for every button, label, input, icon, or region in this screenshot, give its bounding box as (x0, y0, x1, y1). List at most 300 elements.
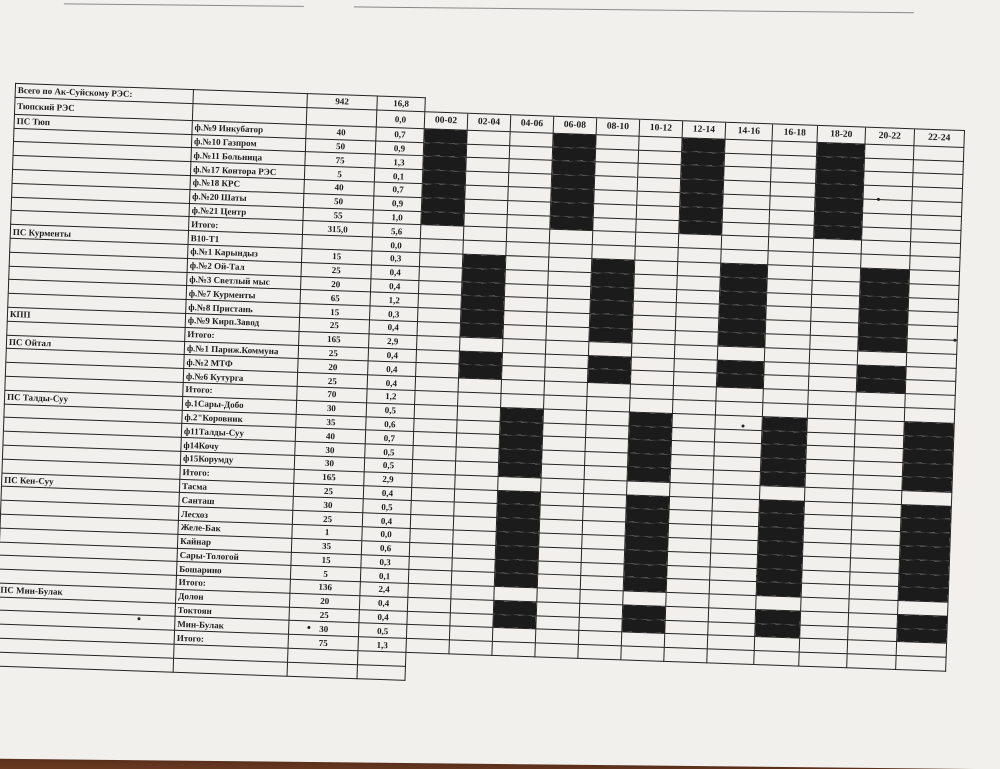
time-slot-header: 22-24 (914, 129, 965, 148)
load-mw: 1,2 (367, 389, 415, 404)
slot-cell (535, 629, 578, 644)
slot-cell (454, 502, 497, 517)
consumer-count: 35 (291, 538, 361, 554)
slot-cell (504, 297, 547, 312)
slot-cell (549, 230, 592, 245)
feeder-name: ф.№21 Центр (189, 203, 303, 221)
res-label: Тюпский РЭС (14, 97, 192, 120)
outage-block (462, 268, 505, 283)
slot-cell (542, 436, 585, 451)
slot-cell (455, 461, 498, 476)
consumer-count: 15 (291, 552, 361, 568)
slot-cell (453, 516, 496, 531)
load-mw: 5,6 (372, 223, 420, 238)
load-mw: 0,6 (361, 540, 409, 555)
slot-cell (453, 530, 496, 545)
outage-block (626, 508, 669, 523)
slot-cell (508, 187, 551, 202)
slot-cell (538, 547, 581, 562)
outage-block (460, 309, 503, 324)
total-label: Всего по Ак-Суйскому РЭС: (15, 83, 193, 103)
outage-block (589, 314, 632, 329)
slot-cell (579, 603, 622, 618)
consumer-count: 40 (295, 428, 365, 444)
load-mw: 0,4 (359, 609, 407, 624)
slot-cell (413, 446, 456, 461)
feeder-name: ф.№17 Контора РЭС (190, 162, 304, 180)
load-mw: 1,2 (370, 292, 418, 307)
time-slot-header: 20-22 (865, 127, 915, 146)
slot-cell (754, 651, 799, 666)
load-mw: 0,1 (374, 168, 422, 183)
slot-cell (463, 227, 506, 242)
feeder-name: Итого: (180, 465, 294, 483)
outage-block (624, 563, 667, 578)
load-mw: 1,3 (375, 154, 423, 169)
time-slot-header: 04-06 (510, 114, 554, 132)
slot-cell (411, 501, 454, 516)
outage-block (422, 170, 465, 185)
ink-speck (877, 198, 880, 201)
slot-cell (634, 274, 677, 289)
slot-cell (594, 190, 637, 205)
outage-block (587, 369, 630, 384)
slot-cell (465, 171, 508, 186)
outage-block (496, 518, 539, 533)
outage-block (629, 412, 672, 427)
slot-cell (637, 191, 680, 206)
outage-block (624, 550, 667, 565)
outage-block (680, 193, 723, 208)
consumer-count: 25 (301, 262, 371, 278)
load-mw: 0,4 (362, 513, 410, 528)
outage-block (499, 449, 542, 464)
consumer-count: 20 (301, 276, 371, 292)
load-mw: 2,9 (364, 472, 412, 487)
slot-cell (504, 283, 547, 298)
feeder-name: ф.№7 Курменты (186, 286, 300, 304)
slot-cell (674, 344, 717, 359)
outage-block (681, 165, 724, 180)
slot-cell (549, 243, 592, 258)
slot-cell (418, 294, 461, 309)
slot-cell (449, 626, 492, 641)
slot-cell (457, 406, 500, 421)
substation-label: КПП (7, 307, 185, 327)
slot-cell (418, 280, 461, 295)
ink-speck (137, 617, 140, 620)
feeder-name: Бошарино (176, 562, 290, 580)
load-mw: 0,5 (363, 499, 411, 514)
slot-cell (584, 479, 627, 494)
load-mw: 0,7 (374, 182, 422, 197)
consumer-count: 25 (292, 510, 362, 526)
slot-cell (664, 634, 707, 649)
slot-cell (595, 148, 638, 163)
slot-cell (665, 606, 708, 621)
slot-cell (450, 613, 493, 628)
load-mw: 0,4 (371, 265, 419, 280)
slot-cell (410, 528, 453, 543)
slot-cell (541, 478, 584, 493)
outage-block (424, 128, 467, 143)
slot-cell (676, 303, 719, 318)
outage-block (494, 573, 537, 588)
outage-block (589, 328, 632, 343)
outage-block (495, 559, 538, 574)
slot-cell (542, 450, 585, 465)
slot-cell (675, 331, 718, 346)
feeder-name: ф.№3 Светлый мыс (187, 272, 301, 290)
slot-cell (412, 473, 455, 488)
slot-cell (454, 488, 497, 503)
slot-cell (420, 225, 463, 240)
consumer-count: 65 (300, 290, 370, 306)
slot-cell (465, 185, 508, 200)
consumer-count: 25 (299, 317, 369, 333)
time-slot-header: 10-12 (639, 119, 683, 137)
consumer-count: 30 (295, 442, 365, 458)
consumer-count: 15 (300, 304, 370, 320)
slot-cell (506, 228, 549, 243)
load-mw: 0,0 (362, 527, 410, 542)
top-rule (64, 3, 304, 7)
load-mw: 2,4 (360, 582, 408, 597)
load-mw: 0,9 (373, 196, 421, 211)
slot-cell (670, 468, 713, 483)
feeder-name: Тасма (179, 479, 293, 497)
slot-cell (419, 266, 462, 281)
outage-block (626, 494, 669, 509)
outage-block (550, 202, 593, 217)
slot-cell (407, 611, 450, 626)
slot-cell (543, 423, 586, 438)
slot-cell (509, 159, 552, 174)
outage-block (591, 259, 634, 274)
outage-block (498, 462, 541, 477)
slot-cell (547, 285, 590, 300)
slot-cell (896, 656, 946, 672)
substation-label: ПС Талды-Суу (4, 390, 182, 410)
outage-block (628, 453, 671, 468)
consumer-count: 1 (292, 524, 362, 540)
outage-block (459, 364, 502, 379)
load-mw: 0,5 (358, 623, 406, 638)
slot-cell (621, 646, 664, 661)
slot-cell (586, 424, 629, 439)
outage-block (461, 295, 504, 310)
slot-cell (666, 579, 709, 594)
outage-block (500, 421, 543, 436)
outage-block (627, 467, 670, 482)
time-slot-header: 14-16 (725, 122, 773, 141)
slot-cell (632, 315, 675, 330)
slot-cell (587, 383, 630, 398)
consumer-count: 315,0 (302, 221, 372, 237)
ink-speck (756, 575, 759, 578)
res-mw: 0,0 (376, 110, 425, 129)
consumer-count: 35 (296, 414, 366, 430)
slot-cell (416, 349, 459, 364)
slot-cell (416, 363, 459, 378)
slot-cell (539, 533, 582, 548)
slot-cell (540, 505, 583, 520)
feeder-name: ф14Кочу (181, 438, 295, 456)
consumer-count: 25 (293, 483, 363, 499)
slot-cell (409, 556, 452, 571)
feeder-name: Мин-Булак (175, 617, 289, 635)
consumer-count: 15 (301, 248, 371, 264)
slot-cell (450, 599, 493, 614)
slot-cell (537, 574, 580, 589)
feeder-name: Долон (176, 589, 290, 607)
slot-cell (494, 587, 537, 602)
substation-label: ПС Курменты (10, 224, 188, 244)
feeder-name: ф.№10 Газпром (191, 134, 305, 152)
load-mw: 0,4 (369, 320, 417, 335)
feeder-name: ф11Талды-Суу (181, 424, 295, 442)
total-mw: 16,8 (377, 96, 425, 111)
slot-cell (627, 481, 670, 496)
slot-cell (505, 269, 548, 284)
slot-cell (677, 275, 720, 290)
load-mw: 0,5 (365, 444, 413, 459)
load-mw: 1,3 (358, 637, 406, 652)
slot-cell (420, 239, 463, 254)
slot-cell (671, 455, 714, 470)
feeder-name: ф.2"Коровник (182, 410, 296, 428)
slot-cell (467, 130, 510, 145)
feeder-name: Санташ (179, 493, 293, 511)
slot-cell (631, 357, 674, 372)
consumer-count: 50 (305, 138, 375, 154)
consumer-count: 30 (293, 497, 363, 513)
slot-cell (455, 475, 498, 490)
slot-cell (639, 136, 682, 151)
outage-block (423, 156, 466, 171)
slot-cell (408, 570, 451, 585)
slot-cell (507, 200, 550, 215)
slot-cell (417, 308, 460, 323)
slot-cell (540, 491, 583, 506)
slot-cell (581, 548, 624, 563)
slot-cell (582, 521, 625, 536)
slot-cell (631, 343, 674, 358)
slot-cell (674, 358, 717, 373)
slot-cell (593, 203, 636, 218)
slot-cell (672, 413, 715, 428)
slot-cell (412, 459, 455, 474)
outage-block (493, 614, 536, 629)
consumer-count: 30 (294, 455, 364, 471)
outage-block (497, 504, 540, 519)
load-mw: 0,3 (361, 554, 409, 569)
slot-cell (638, 164, 681, 179)
slot-cell (586, 410, 629, 425)
feeder-name: Желе-Бак (178, 520, 292, 538)
slot-cell (458, 392, 501, 407)
slot-cell (537, 588, 580, 603)
slot-cell (505, 256, 548, 271)
load-mw: 0,5 (366, 403, 414, 418)
slot-cell (464, 199, 507, 214)
slot-cell (457, 420, 500, 435)
slot-cell (665, 620, 708, 635)
slot-cell (536, 602, 579, 617)
feeder-name: Лесхоз (178, 506, 292, 524)
total-count: 942 (307, 94, 377, 110)
substation-label: ПС Мин-Булак (0, 583, 176, 603)
load-mw: 0,4 (363, 485, 411, 500)
slot-cell (458, 378, 501, 393)
consumer-count: 50 (303, 193, 373, 209)
outage-block (590, 286, 633, 301)
slot-cell (417, 322, 460, 337)
slot-cell (406, 625, 449, 640)
load-mw: 0,6 (366, 416, 414, 431)
feeder-name: ф.№9 Кирп.Завод (185, 313, 299, 331)
slot-cell (510, 131, 553, 146)
slot-cell (592, 245, 635, 260)
consumer-count: 25 (289, 607, 359, 623)
slot-cell (623, 591, 666, 606)
slot-cell (632, 329, 675, 344)
slot-cell (630, 370, 673, 385)
consumer-count: 70 (297, 386, 367, 402)
slot-cell (636, 205, 679, 220)
slot-cell (578, 631, 621, 646)
slot-cell (545, 340, 588, 355)
slot-cell (592, 231, 635, 246)
consumer-count: 30 (296, 400, 366, 416)
outage-block (591, 272, 634, 287)
consumer-count: 40 (304, 180, 374, 196)
outage-block (622, 605, 665, 620)
consumer-count: 25 (297, 373, 367, 389)
slot-cell (637, 177, 680, 192)
slot-cell (668, 524, 711, 539)
slot-cell (503, 325, 546, 340)
load-mw: 0,3 (370, 306, 418, 321)
slot-cell (666, 593, 709, 608)
feeder-name: Итого: (176, 575, 290, 593)
consumer-count: 5 (304, 166, 374, 182)
ink-speck (742, 425, 745, 428)
slot-cell (638, 150, 681, 165)
outage-block (493, 600, 536, 615)
slot-cell (669, 496, 712, 511)
outage-block (588, 355, 631, 370)
slot-cell (544, 395, 587, 410)
slot-cell (547, 298, 590, 313)
slot-cell (671, 441, 714, 456)
slot-cell (502, 366, 545, 381)
slot-cell (583, 507, 626, 522)
slot-cell (546, 312, 589, 327)
outage-block (625, 536, 668, 551)
ink-speck (953, 339, 956, 342)
feeder-name: Итого: (183, 382, 297, 400)
slot-cell (594, 176, 637, 191)
slot-cell (509, 145, 552, 160)
load-mw: 0,7 (376, 127, 424, 142)
slot-cell (633, 301, 676, 316)
ink-speck (307, 626, 310, 629)
slot-cell (595, 162, 638, 177)
slot-cell (673, 372, 716, 387)
time-slot-header: 12-14 (682, 120, 726, 138)
slot-cell (630, 384, 673, 399)
feeder-name: Сары-Тологой (177, 548, 291, 566)
consumer-count: 165 (299, 331, 369, 347)
slot-cell (670, 482, 713, 497)
time-slot-header: 16-18 (772, 124, 818, 143)
feeder-name: ф15Корумду (180, 451, 294, 469)
slot-cell (452, 544, 495, 559)
slot-cell (586, 396, 629, 411)
outage-block (622, 619, 665, 634)
slot-cell (415, 390, 458, 405)
load-mw: 0,7 (365, 430, 413, 445)
load-mw: 0,9 (375, 141, 423, 156)
outage-block (552, 161, 595, 176)
feeder-name: ф.№1 Карындыз (188, 244, 302, 262)
slot-cell (508, 173, 551, 188)
consumer-count: 75 (305, 152, 375, 168)
outage-block (497, 490, 540, 505)
slot-cell (502, 338, 545, 353)
load-mw: 0,4 (368, 361, 416, 376)
outage-block (422, 184, 465, 199)
outage-block (461, 282, 504, 297)
slot-cell (581, 562, 624, 577)
time-slot-header: 02-04 (467, 113, 511, 131)
feeder-name: Кайнар (177, 534, 291, 552)
slot-cell (580, 576, 623, 591)
slot-cell (414, 404, 457, 419)
outage-block (496, 531, 539, 546)
feeder-name: ф.№1 Париж.Коммуна (184, 341, 298, 359)
slot-cell (545, 354, 588, 369)
slot-cell (636, 219, 679, 234)
top-rule (354, 6, 914, 13)
slot-cell (584, 465, 627, 480)
slot-cell (676, 289, 719, 304)
load-mw: 2,9 (369, 334, 417, 349)
slot-cell (501, 393, 544, 408)
outage-block (628, 439, 671, 454)
slot-cell (593, 217, 636, 232)
load-mw: 0,5 (364, 458, 412, 473)
slot-cell (411, 487, 454, 502)
schedule-table (0, 83, 965, 700)
outage-block (500, 407, 543, 422)
feeder-name: В10-Т1 (188, 231, 302, 249)
outage-block (421, 197, 464, 212)
consumer-count: 55 (303, 207, 373, 223)
slot-cell (546, 326, 589, 341)
slot-cell (409, 542, 452, 557)
outage-block (679, 206, 722, 221)
slot-cell (578, 645, 621, 660)
load-mw: 0,4 (370, 278, 418, 293)
slot-cell (667, 565, 710, 580)
slot-cell (535, 643, 578, 658)
slot-cell (583, 493, 626, 508)
consumer-count: 40 (306, 124, 376, 140)
slot-cell (669, 510, 712, 525)
outage-block (460, 323, 503, 338)
